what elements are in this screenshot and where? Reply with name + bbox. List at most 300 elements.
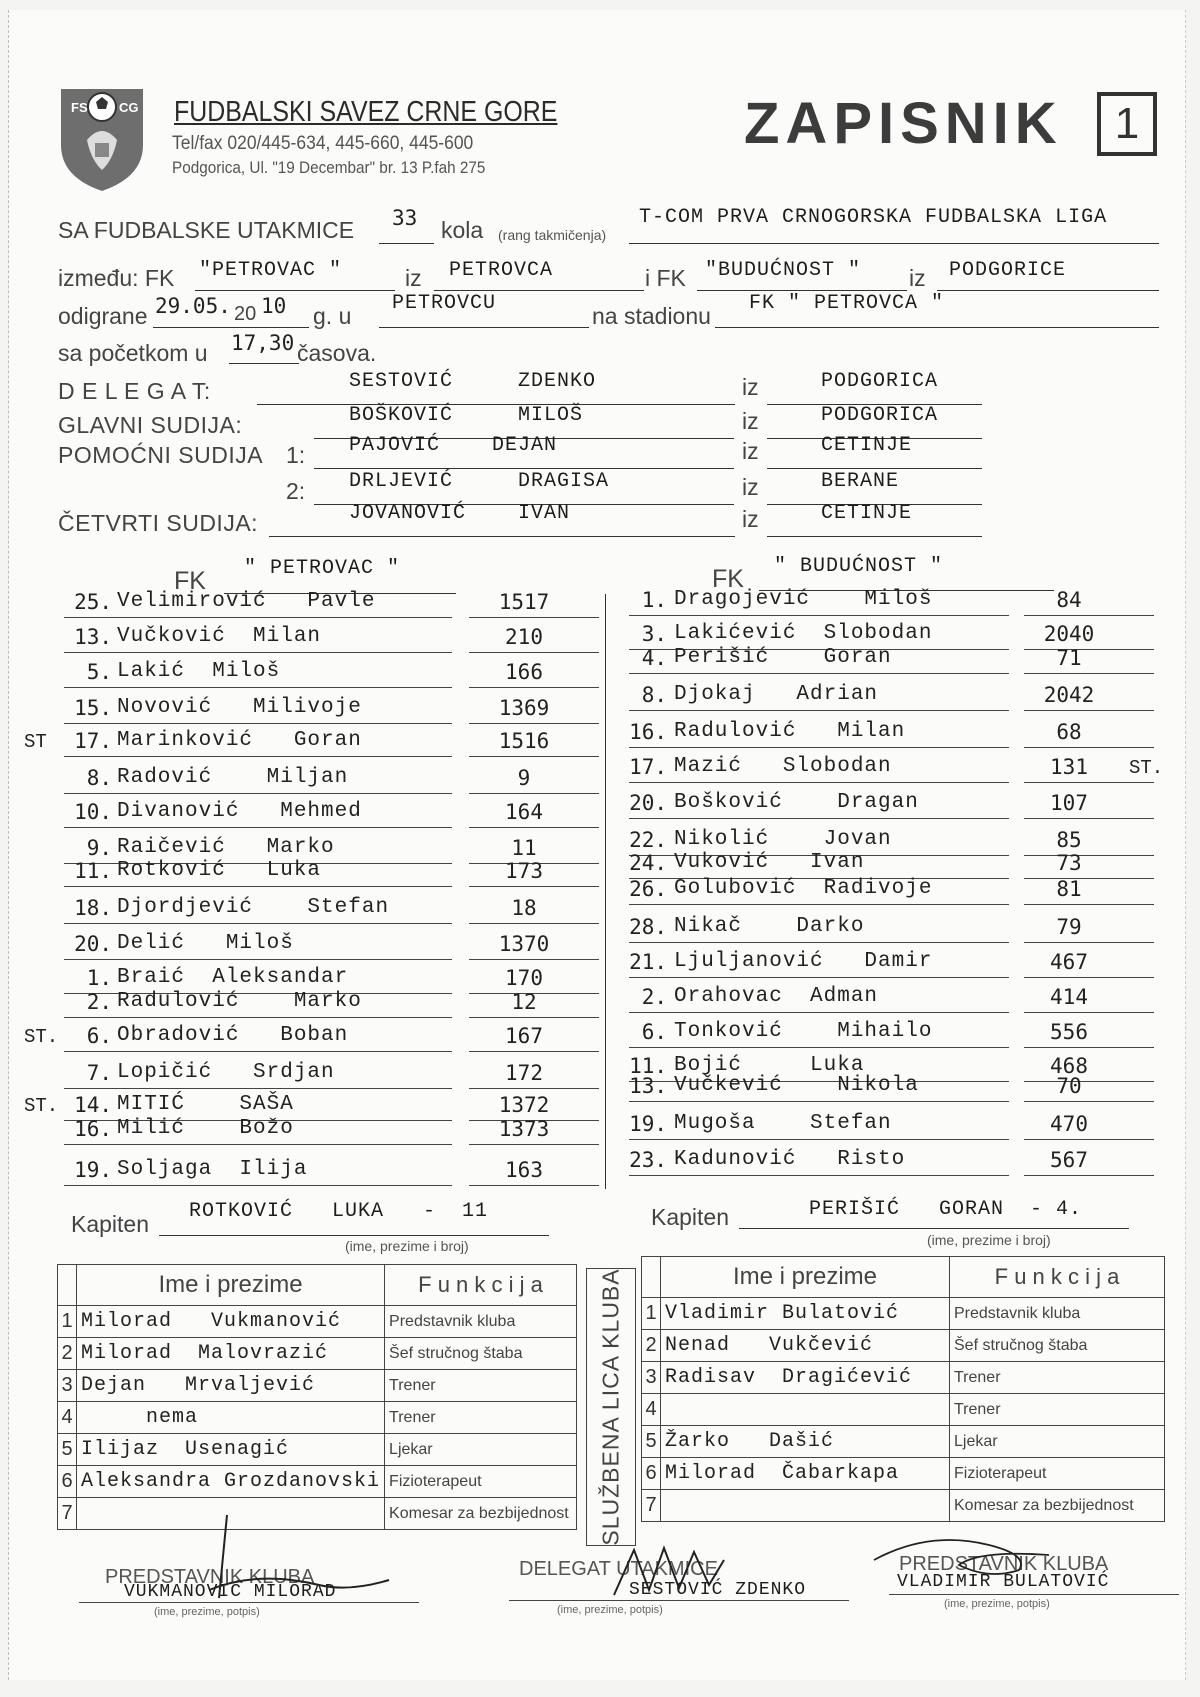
away-player-licence: 107 <box>1050 791 1088 815</box>
away-player-number: 11. <box>629 1054 667 1078</box>
home-player-number: 20. <box>74 932 112 956</box>
start-time: 17,30 <box>231 331 295 355</box>
home-player-name: Djordjević Stefan <box>117 896 390 919</box>
away-staff-index: 4 <box>642 1394 661 1426</box>
home-player-name: Radulović Marko <box>117 990 362 1013</box>
home-player-licence: 18 <box>511 896 537 920</box>
away-player-name: Tonković Mihailo <box>674 1020 933 1043</box>
crest-right-text: CG <box>119 100 139 115</box>
away-staff-index: 7 <box>642 1490 661 1522</box>
home-player-number: 15. <box>74 696 112 720</box>
official-name-line <box>314 468 734 469</box>
away-captain: PERIŠIĆ GORAN - 4. <box>809 1198 1083 1221</box>
away-player-licence: 131 <box>1050 755 1088 779</box>
home-staff-function: Šef stručnog štaba <box>385 1338 577 1370</box>
official-iz: iz <box>742 438 759 464</box>
away-player-licence: 567 <box>1050 1148 1088 1172</box>
round-number: 33 <box>392 206 418 230</box>
home-player-licence: 12 <box>511 990 537 1014</box>
home-player-number: 2. <box>86 990 112 1014</box>
delegate-signature-label: DELEGAT UTAKMICE <box>519 1558 718 1580</box>
away-player-name: Dragojević Miloš <box>674 588 933 611</box>
away-signature-label: PREDSTAVNIK KLUBA <box>899 1553 1109 1575</box>
home-licence-line <box>469 793 599 794</box>
home-player-number: 13. <box>74 625 112 649</box>
away-player-line <box>629 1047 1009 1048</box>
away-licence-line <box>1024 1139 1154 1140</box>
away-staff-idx-header <box>642 1257 661 1298</box>
away-staff-row <box>642 1298 1165 1330</box>
home-staff-idx-header <box>58 1265 77 1306</box>
home-player-licence: 1373 <box>498 1117 550 1141</box>
away-player-name: Radulović Milan <box>674 720 906 743</box>
home-player-name: Divanović Mehmed <box>117 800 362 823</box>
away-player-number: 24. <box>629 851 667 875</box>
away-player-licence: 73 <box>1056 851 1082 875</box>
away-player-number: 19. <box>629 1112 667 1136</box>
official-role: D E L E G A T: <box>58 378 211 404</box>
home-fk-label: FK <box>174 567 206 595</box>
official-role: GLAVNI SUDIJA: <box>58 412 243 438</box>
away-staff-table <box>641 1256 1165 1522</box>
away-staff-function: Komesar za bezbijednost <box>950 1490 1165 1522</box>
label-between: između: FK <box>58 265 175 291</box>
home-licence-line <box>469 1144 599 1145</box>
home-player-line <box>64 1017 452 1018</box>
away-licence-line <box>1024 904 1154 905</box>
away-staff-row <box>642 1490 1165 1522</box>
away-player-name: Vuković Ivan <box>674 851 865 874</box>
home-player-line <box>64 1051 452 1052</box>
away-staff-name <box>661 1490 950 1522</box>
league-name: T-COM PRVA CRNOGORSKA FUDBALSKA LIGA <box>639 206 1108 229</box>
year-prefix: 20 <box>234 303 257 325</box>
away-staff-function: Trener <box>950 1362 1165 1394</box>
home-player-number: 8. <box>86 766 112 790</box>
away-club-name: "BUDUĆNOST " <box>705 259 862 282</box>
away-player-name: Vučkević Nikola <box>674 1074 919 1097</box>
home-licence-line <box>469 1017 599 1018</box>
away-licence-line <box>1024 615 1154 616</box>
home-staff-function: Trener <box>385 1402 577 1434</box>
away-player-number: 26. <box>629 877 667 901</box>
document-title: ZAPISNIK <box>744 91 1063 156</box>
away-player-number: 21. <box>629 950 667 974</box>
home-player-line <box>64 923 452 924</box>
home-player-line <box>64 886 452 887</box>
home-city: PETROVCA <box>449 259 554 282</box>
home-player-line <box>64 652 452 653</box>
home-player-number: 9. <box>86 836 112 860</box>
home-licence-line <box>469 1051 599 1052</box>
home-staff-name: Aleksandra Grozdanovski <box>77 1466 385 1498</box>
away-licence-line <box>1024 977 1154 978</box>
home-player-starter-mark: ST. <box>24 1095 59 1117</box>
away-licence-line <box>1024 673 1154 674</box>
label-year: g. u <box>313 303 352 329</box>
away-player-name: Ljuljanović Damir <box>674 950 933 973</box>
label-start: sa početkom u <box>58 340 208 366</box>
official-name: SESTOVIĆ ZDENKO <box>349 370 597 393</box>
home-licence-line <box>469 923 599 924</box>
away-player-licence: 467 <box>1050 950 1088 974</box>
official-name-line <box>269 536 735 537</box>
away-city: PODGORICE <box>949 259 1067 282</box>
year-suffix: 10 <box>261 294 287 318</box>
home-captain: ROTKOVIĆ LUKA - 11 <box>189 1200 489 1223</box>
home-player-name: Lakić Miloš <box>117 660 281 683</box>
match-place: PETROVCU <box>392 292 497 315</box>
home-licence-line <box>469 723 599 724</box>
away-player-line <box>629 1139 1009 1140</box>
away-player-licence: 85 <box>1056 828 1082 852</box>
away-staff-name-header: Ime i prezime <box>661 1257 950 1298</box>
away-player-name: Perišić Goran <box>674 646 892 669</box>
home-player-line <box>64 959 452 960</box>
away-player-licence: 79 <box>1056 915 1082 939</box>
home-player-number: 25. <box>74 590 112 614</box>
official-city: PODGORICA <box>821 370 939 393</box>
away-staff-function: Ljekar <box>950 1426 1165 1458</box>
away-player-licence: 470 <box>1050 1112 1088 1136</box>
away-player-licence: 2040 <box>1043 622 1095 646</box>
away-player-line <box>629 1101 1009 1102</box>
label-round: kola <box>441 217 484 243</box>
home-player-number: 11. <box>74 859 112 883</box>
document-number: 1 <box>1097 92 1157 156</box>
away-player-number: 23. <box>629 1148 667 1172</box>
home-licence-line <box>469 886 599 887</box>
home-licence-line <box>469 1185 599 1186</box>
home-licence-line <box>469 827 599 828</box>
home-staff-name: nema <box>77 1402 385 1434</box>
away-fk-label: FK <box>712 565 744 593</box>
away-player-licence: 81 <box>1056 877 1082 901</box>
home-player-licence: 172 <box>505 1061 543 1085</box>
away-player-licence: 71 <box>1056 646 1082 670</box>
home-player-number: 6. <box>86 1024 112 1048</box>
official-iz: iz <box>742 506 759 532</box>
home-player-line <box>64 827 452 828</box>
home-signature-label: PREDSTAVNIK KLUBA <box>105 1566 315 1588</box>
away-staff-row <box>642 1330 1165 1362</box>
home-staff-name: Dejan Mrvaljević <box>77 1370 385 1402</box>
federation-contact: Tel/fax 020/445-634, 445-660, 445-600 <box>172 133 474 154</box>
delegate-signature-name: SESTOVIĆ ZDENKO <box>629 1580 807 1600</box>
away-staff-name: Nenad Vukčević <box>661 1330 950 1362</box>
away-player-line <box>629 1175 1009 1176</box>
away-player-line <box>629 710 1009 711</box>
home-player-licence: 11 <box>511 836 537 860</box>
home-player-line <box>64 1185 452 1186</box>
home-player-line <box>64 687 452 688</box>
away-staff-function: Predstavnik kluba <box>950 1298 1165 1330</box>
home-staff-index: 6 <box>58 1466 77 1498</box>
away-signature-mark <box>869 1525 1069 1585</box>
away-player-name: Nikač Darko <box>674 915 865 938</box>
away-player-line <box>629 942 1009 943</box>
crest-left-text: FS <box>71 100 88 115</box>
label-and-fk: i FK <box>645 265 686 291</box>
away-player-name: Bošković Dragan <box>674 791 919 814</box>
home-staff-row <box>58 1466 577 1498</box>
home-staff-index: 5 <box>58 1434 77 1466</box>
home-licence-line <box>469 959 599 960</box>
official-name: BOŠKOVIĆ MILOŠ <box>349 404 584 427</box>
home-staff-row <box>58 1402 577 1434</box>
home-player-number: 16. <box>74 1117 112 1141</box>
away-player-line <box>629 782 1009 783</box>
home-player-name: Marinković Goran <box>117 729 362 752</box>
away-staff-name: Radisav Dragićević <box>661 1362 950 1394</box>
official-number: 2: <box>286 478 306 504</box>
home-player-licence: 1370 <box>498 932 550 956</box>
away-player-name: Lakićević Slobodan <box>674 622 933 645</box>
home-player-licence: 9 <box>517 766 531 790</box>
official-name: DRLJEVIĆ DRAGISA <box>349 470 610 493</box>
official-city-line <box>767 536 982 537</box>
home-captain-label: Kapiten <box>71 1211 150 1237</box>
away-staff-index: 3 <box>642 1362 661 1394</box>
home-staff-name: Milorad Vukmanović <box>77 1306 385 1338</box>
official-name: JOVANOVIĆ IVAN <box>349 502 571 525</box>
home-player-number: 5. <box>86 660 112 684</box>
away-player-number: 16. <box>629 720 667 744</box>
away-licence-line <box>1024 710 1154 711</box>
home-staff-name-header: Ime i prezime <box>77 1265 385 1306</box>
away-player-licence: 556 <box>1050 1020 1088 1044</box>
away-captain-label: Kapiten <box>651 1204 730 1230</box>
away-player-name: Bojić Luka <box>674 1054 865 1077</box>
away-team-name: " BUDUĆNOST " <box>774 555 944 578</box>
home-player-number: 1. <box>86 966 112 990</box>
label-played: odigrane <box>58 303 148 329</box>
home-player-licence: 163 <box>505 1158 543 1182</box>
label-stadium: na stadionu <box>592 303 711 329</box>
home-player-number: 19. <box>74 1158 112 1182</box>
home-staff-index: 4 <box>58 1402 77 1434</box>
home-player-licence: 1369 <box>498 696 550 720</box>
away-licence-line <box>1024 1101 1154 1102</box>
away-licence-line <box>1024 1175 1154 1176</box>
away-staff-row <box>642 1394 1165 1426</box>
home-staff-index: 3 <box>58 1370 77 1402</box>
home-player-line <box>64 756 452 757</box>
home-player-licence: 1517 <box>498 590 550 614</box>
home-staff-row <box>58 1370 577 1402</box>
away-staff-row <box>642 1426 1165 1458</box>
home-staff-function: Fizioterapeut <box>385 1466 577 1498</box>
away-staff-row <box>642 1362 1165 1394</box>
federation-address: Podgorica, Ul. "19 Decembar" br. 13 P.fah 275 <box>172 158 486 177</box>
away-staff-function: Šef stručnog štaba <box>950 1330 1165 1362</box>
home-licence-line <box>469 617 599 618</box>
home-player-starter-mark: ST. <box>24 1026 59 1048</box>
home-licence-line <box>469 687 599 688</box>
away-player-name: Mazić Slobodan <box>674 755 892 778</box>
away-player-number: 28. <box>629 915 667 939</box>
away-staff-name <box>661 1394 950 1426</box>
away-player-number: 13. <box>629 1074 667 1098</box>
away-staff-function: Fizioterapeut <box>950 1458 1165 1490</box>
vertical-label-text: SLUŽBENA LICA KLUBA <box>597 1268 624 1546</box>
home-player-line <box>64 1088 452 1089</box>
home-staff-function: Trener <box>385 1370 577 1402</box>
away-player-line <box>629 615 1009 616</box>
official-iz: iz <box>742 408 759 434</box>
match-date: 29.05. <box>155 294 231 318</box>
away-signature-caption: (ime, prezime, potpis) <box>944 1598 1050 1610</box>
home-player-number: 14. <box>74 1093 112 1117</box>
away-player-number: 2. <box>641 985 667 1009</box>
away-staff-row <box>642 1458 1165 1490</box>
away-licence-line <box>1024 782 1154 783</box>
away-player-licence: 68 <box>1056 720 1082 744</box>
away-player-number: 20. <box>629 791 667 815</box>
official-city: PODGORICA <box>821 404 939 427</box>
label-match: SA FUDBALSKE UTAKMICE <box>58 217 355 243</box>
away-staff-function: Trener <box>950 1394 1165 1426</box>
away-captain-note: (ime, prezime i broj) <box>927 1232 1051 1248</box>
home-player-line <box>64 1144 452 1145</box>
label-hours: časova. <box>297 340 377 366</box>
away-staff-name: Žarko Dašić <box>661 1426 950 1458</box>
home-player-number: 7. <box>86 1061 112 1085</box>
home-player-name: Braić Aleksandar <box>117 966 349 989</box>
away-player-line <box>629 673 1009 674</box>
home-player-number: 18. <box>74 896 112 920</box>
home-player-name: Milić Božo <box>117 1117 294 1140</box>
away-player-name: Djokaj Adrian <box>674 683 879 706</box>
away-player-name: Orahovac Adman <box>674 985 879 1008</box>
official-number: 1: <box>286 442 306 468</box>
label-from-away: iz <box>909 265 926 291</box>
home-staff-table <box>57 1264 577 1530</box>
home-staff-index: 2 <box>58 1338 77 1370</box>
away-staff-index: 6 <box>642 1458 661 1490</box>
away-player-licence: 468 <box>1050 1054 1088 1078</box>
home-player-name: Raičević Marko <box>117 836 335 859</box>
official-name: PAJOVIĆ DEJAN <box>349 434 558 457</box>
home-player-licence: 1372 <box>498 1093 550 1117</box>
home-player-line <box>64 723 452 724</box>
away-player-number: 17. <box>629 755 667 779</box>
home-player-line <box>64 793 452 794</box>
official-city: BERANE <box>821 470 900 493</box>
home-player-licence: 210 <box>505 625 543 649</box>
away-player-name: Nikolić Jovan <box>674 828 892 851</box>
away-player-number: 4. <box>641 646 667 670</box>
home-player-name: Novović Milivoje <box>117 696 362 719</box>
home-player-number: 10. <box>74 800 112 824</box>
official-city: CETINJE <box>821 434 913 457</box>
home-signature-caption: (ime, prezime, potpis) <box>154 1606 260 1618</box>
official-city: CETINJE <box>821 502 913 525</box>
home-signature-name: VUKMANOVIĆ MILORAD <box>124 1582 337 1602</box>
home-licence-line <box>469 652 599 653</box>
home-player-starter-mark: ST <box>24 731 47 753</box>
away-licence-line <box>1024 818 1154 819</box>
home-player-line <box>64 617 452 618</box>
away-signature-name: VLADIMIR BULATOVIĆ <box>897 1572 1110 1592</box>
away-player-number: 3. <box>641 622 667 646</box>
home-staff-function: Ljekar <box>385 1434 577 1466</box>
away-player-licence: 70 <box>1056 1074 1082 1098</box>
official-iz: iz <box>742 374 759 400</box>
home-player-name: Delić Miloš <box>117 932 294 955</box>
official-city-line <box>767 468 982 469</box>
away-staff-index: 5 <box>642 1426 661 1458</box>
away-player-licence: 414 <box>1050 985 1088 1009</box>
home-staff-row <box>58 1434 577 1466</box>
away-player-name: Mugoša Stefan <box>674 1112 892 1135</box>
away-licence-line <box>1024 1012 1154 1013</box>
label-from-home: iz <box>405 265 422 291</box>
home-player-name: Rotković Luka <box>117 859 322 882</box>
home-player-name: MITIĆ SAŠA <box>117 1093 294 1116</box>
home-staff-row <box>58 1338 577 1370</box>
home-staff-row <box>58 1306 577 1338</box>
delegate-signature-mark <box>609 1540 739 1600</box>
label-rank: (rang takmičenja) <box>498 227 607 243</box>
official-iz: iz <box>742 474 759 500</box>
home-staff-function: Komesar za bezbijednost <box>385 1498 577 1530</box>
home-player-name: Vučković Milan <box>117 625 322 648</box>
home-player-name: Velimirović Pavle <box>117 590 376 613</box>
away-staff-index: 1 <box>642 1298 661 1330</box>
away-staff-name: Milorad Čabarkapa <box>661 1458 950 1490</box>
away-player-line <box>629 747 1009 748</box>
roster-divider <box>605 594 606 1189</box>
away-player-line <box>629 977 1009 978</box>
away-licence-line <box>1024 747 1154 748</box>
away-player-name: Golubović Radivoje <box>674 877 933 900</box>
official-persons-vertical-label <box>586 1268 636 1546</box>
away-player-licence: 2042 <box>1043 683 1095 707</box>
home-signature-mark <box>199 1510 399 1605</box>
home-player-number: 17. <box>74 729 112 753</box>
federation-name: FUDBALSKI SAVEZ CRNE GORE <box>174 96 558 128</box>
away-player-line <box>629 818 1009 819</box>
home-staff-index: 7 <box>58 1498 77 1530</box>
away-licence-line <box>1024 942 1154 943</box>
away-staff-name: Vladimir Bulatović <box>661 1298 950 1330</box>
home-licence-line <box>469 1088 599 1089</box>
away-player-line <box>629 1012 1009 1013</box>
home-captain-note: (ime, prezime i broj) <box>345 1238 469 1254</box>
home-team-name: " PETROVAC " <box>244 557 401 580</box>
home-player-licence: 167 <box>505 1024 543 1048</box>
home-player-licence: 1516 <box>498 729 550 753</box>
away-player-line <box>629 904 1009 905</box>
away-player-number: 6. <box>641 1020 667 1044</box>
away-player-starter-mark: ST. <box>1129 757 1164 779</box>
home-staff-function-header: F u n k c i j a <box>385 1265 577 1306</box>
home-player-licence: 173 <box>505 859 543 883</box>
home-player-licence: 170 <box>505 966 543 990</box>
home-player-licence: 164 <box>505 800 543 824</box>
official-role: POMOĆNI SUDIJA <box>58 442 264 468</box>
home-staff-name: Ilijaz Usenagić <box>77 1434 385 1466</box>
official-role: ČETVRTI SUDIJA: <box>58 510 259 536</box>
home-staff-function: Predstavnik kluba <box>385 1306 577 1338</box>
home-staff-name: Milorad Malovrazić <box>77 1338 385 1370</box>
home-staff-index: 1 <box>58 1306 77 1338</box>
away-player-number: 22. <box>629 828 667 852</box>
home-player-name: Obradović Boban <box>117 1024 349 1047</box>
away-licence-line <box>1024 1047 1154 1048</box>
away-player-number: 8. <box>641 683 667 707</box>
